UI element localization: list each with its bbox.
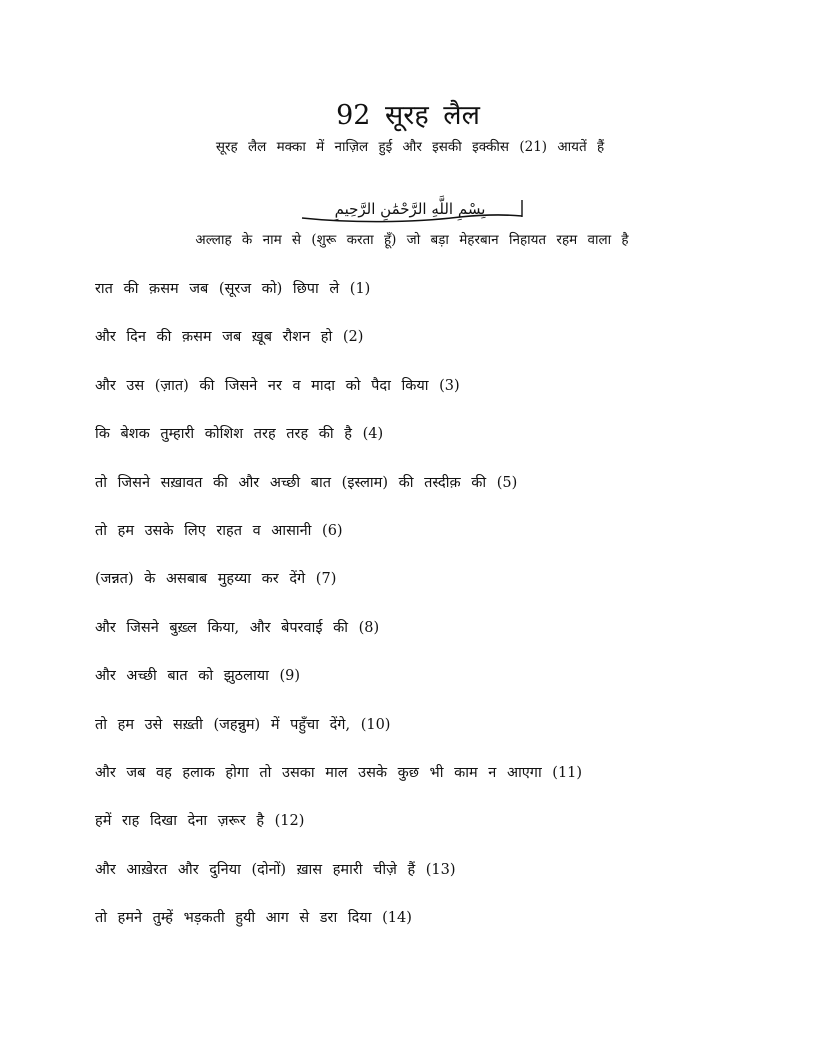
verse-list [95, 277, 775, 954]
verse-line: तो हम उसके लिए राहत व आसानी (6) [95, 522, 343, 539]
verse-line: रात की क़सम जब (सूरज को) छिपा ले (1) [95, 281, 371, 297]
surah-subtitle: सूरह लैल मक्का में नाज़िल हुई और इसकी इक्कीस (21) आयतें हैं [215, 139, 605, 155]
basmala-calligraphy [290, 190, 530, 226]
basmala-text: بِسْمِ اللَّهِ الرَّحْمَٰنِ الرَّحِيمِ [334, 200, 486, 218]
verse-line: कि बेशक तुम्हारी कोशिश तरह तरह की है (4) [95, 426, 384, 443]
verse-line: और जिसने बुख़्ल किया, और बेपरवाई की (8) [95, 619, 380, 636]
surah-title: 92 सूरह लैल [336, 100, 480, 131]
verse-line: और जब वह हलाक होगा तो उसका माल उसके कुछ भी काम न आएगा (11) [95, 764, 583, 781]
verse-line: और उस (ज़ात) की जिसने नर व मादा को पैदा किया (3) [95, 377, 460, 394]
basmala-calligraphy-image [290, 190, 530, 226]
verse-line: तो हमने तुम्हें भड़कती हुयी आग से डरा दिया (14) [95, 910, 412, 927]
verse-line: और दिन की क़सम जब ख़ूब रौशन हो (2) [95, 329, 364, 346]
verse-line: और अच्छी बात को झुठलाया (9) [95, 668, 301, 685]
verse-line: (जन्नत) के असबाब मुहय्या कर देंगे (7) [95, 571, 337, 588]
basmala-translation: अल्लाह के नाम से (शुरू करता हूँ) जो बड़ा मेहरबान निहायत रहम वाला है [195, 232, 629, 248]
verse-line: तो हम उसे सख़्ती (जहन्नुम) में पहुँचा देंगे, (10) [95, 716, 391, 733]
verse-line: तो जिसने सख़ावत की और अच्छी बात (इस्लाम) की तस्दीक़ की (5) [95, 474, 518, 491]
verse-line: और आख़ेरत और दुनिया (दोनों) ख़ास हमारी चीज़े हैं (13) [95, 861, 456, 878]
verse-line: हमें राह दिखा देना ज़रूर है (12) [95, 813, 305, 830]
